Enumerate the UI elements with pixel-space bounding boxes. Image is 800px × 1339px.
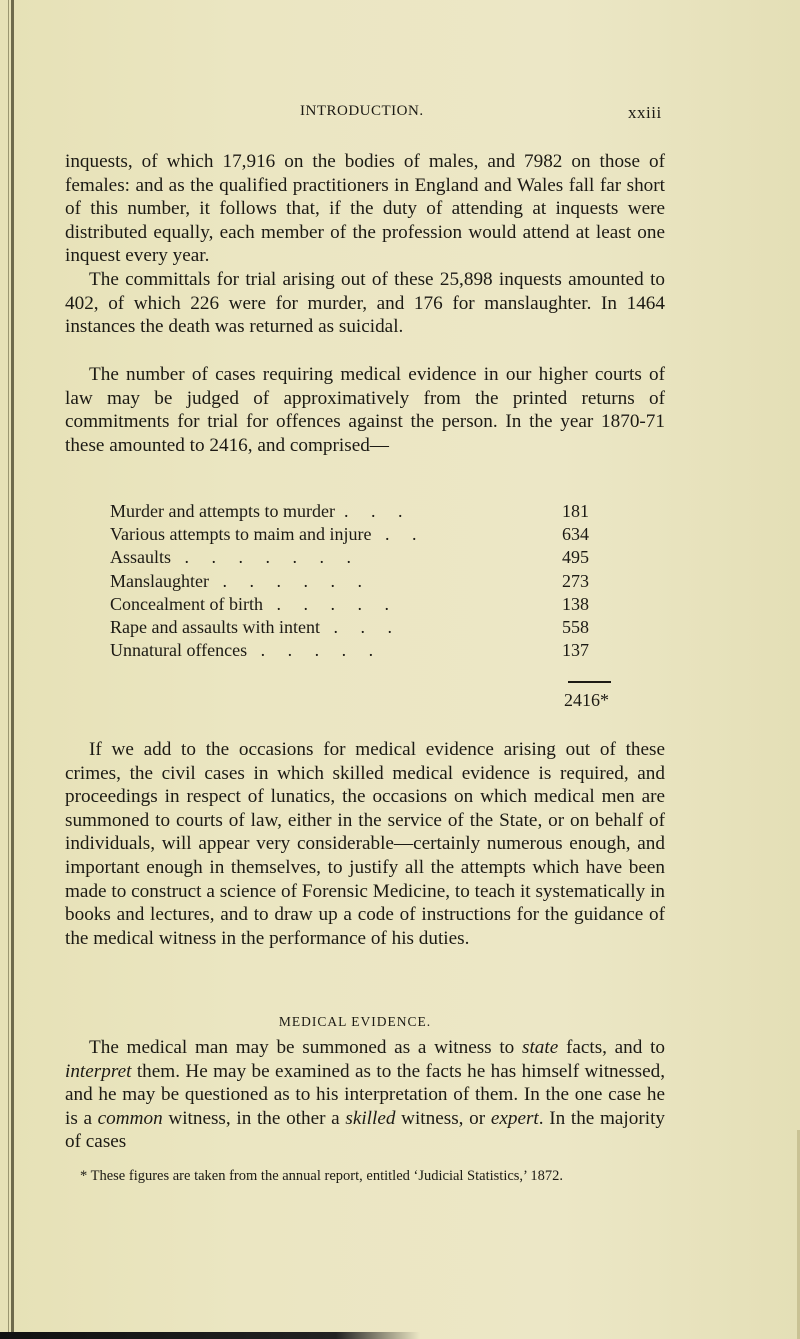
row-label: Various attempts to maim and injure . . (110, 524, 417, 545)
row-value: 558 (562, 617, 589, 638)
paragraph-text: The medical man may be summoned as a witness to state facts, and to interpret them. He may be examined as to the facts he has himself witnessed, and he may be questioned as to his interpretation of them. In the one case he is a common witness, in the other a skilled witness, or expert. In the majority of cases (65, 1037, 666, 1153)
emphasis-state: state (521, 1037, 559, 1058)
table-row (110, 593, 630, 616)
emphasis-common: common (97, 1107, 163, 1129)
table-row (110, 616, 630, 639)
table-row (110, 570, 630, 593)
paragraph-text: The committals for trial arising out of these 25,898 inquests amounted to 402, of which 226 were for murder, and 176 for manslaughter. In 1464 instances the death was returned as suicidal. (65, 269, 665, 338)
table-row (110, 500, 630, 523)
row-label: Unnatural offences . . . . . (110, 640, 374, 661)
row-label: Rape and assaults with intent . . . (110, 617, 392, 638)
row-label: Manslaughter . . . . . . (110, 570, 362, 591)
paragraph-cases (65, 363, 665, 457)
binding-edge-dark (11, 0, 14, 1339)
running-head-title: INTRODUCTION. (300, 103, 424, 119)
footnote (62, 1167, 666, 1185)
emphasis-skilled: skilled (345, 1107, 396, 1129)
paragraph-text: The number of cases requiring medical evidence in our higher courts of law may be judged of approximatively from the printed returns of commitments for trial for offences against the person. In the year 1870-71 these amounted to 2416, and comprised— (65, 364, 665, 456)
table-row (110, 523, 630, 546)
paragraph-text: If we add to the occasions for medical evidence arising out of these crimes, the civil cases in which skilled medical evidence is required, and proceedings in respect of lunatics, the occasions on which medical men are summoned to courts of law, either in the service of the State, or on behalf of individuals, will appear very considerable—certainly numerous enough, and important enough in themselves, to justify all the attempts which have been made to construct a science of Forensic Medicine, to teach it systematically in books and lectures, and to draw up a code of instructions for the guidance of the medical witness in the performance of his duties. (65, 739, 665, 949)
row-label: Murder and attempts to murder . . . (110, 501, 403, 521)
footnote-marker: * (80, 1168, 88, 1184)
page-number: xxiii (628, 103, 662, 122)
emphasis-expert: expert (490, 1107, 539, 1129)
table-total: 2416* (564, 690, 609, 710)
paragraph-committals (65, 268, 665, 339)
paragraph-occasions (65, 738, 665, 950)
row-value: 138 (562, 593, 589, 614)
section-heading: MEDICAL EVIDENCE. (278, 1014, 432, 1029)
paragraph-text: inquests, of which 17,916 on the bodies of males, and 7982 on those of females: and as the qualified practitioners in England and Wales fall far short of this number, it follows that, if the duty of attending at inquests were distributed equally, each member of the profession would attend at least one inquest every year. (65, 151, 665, 267)
table-row (110, 546, 630, 569)
page-bottom-shadow (0, 1332, 420, 1339)
footnote-text: These figures are taken from the annual report, entitled ‘Judicial Statistics,’ 1872. (87, 1168, 564, 1184)
row-value: 137 (562, 640, 589, 661)
table-row (110, 639, 630, 662)
row-label: Concealment of birth . . . . . (110, 593, 389, 614)
row-label: Assaults . . . . . . . (110, 547, 352, 568)
row-value: 634 (562, 524, 589, 545)
row-value: 273 (562, 570, 589, 591)
sum-rule (568, 681, 611, 683)
row-value: 181 (562, 501, 589, 521)
row-value: 495 (562, 547, 589, 568)
binding-edge (8, 0, 9, 1339)
emphasis-interpret: interpret (65, 1060, 132, 1082)
paragraph-inquests (65, 150, 665, 268)
paragraph-medical-evidence (65, 1036, 665, 1154)
offences-table (110, 500, 630, 662)
